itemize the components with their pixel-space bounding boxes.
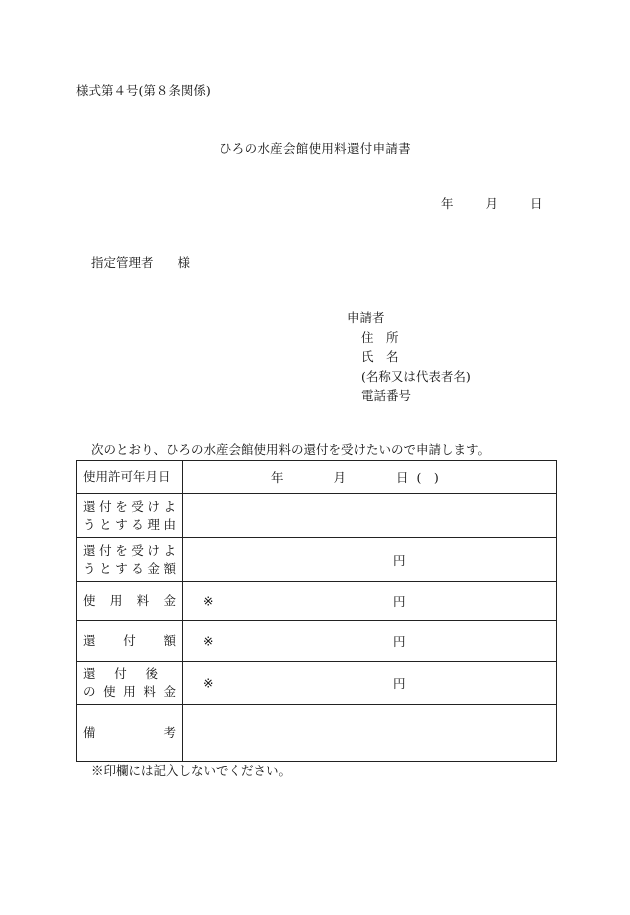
intro-statement: 次のとおり、ひろの水産会館使用料の還付を受けたいので申請します。 (91, 442, 491, 457)
fee-after-refund-field (183, 662, 557, 705)
yen-unit: 円 (393, 676, 406, 691)
permit-weekday-paren: ( ) (416, 470, 439, 485)
table-row (77, 538, 557, 582)
table-row (77, 705, 557, 762)
date-year-unit: 年 (441, 196, 454, 211)
permit-day-unit: 日 (396, 470, 409, 485)
applicant-name-label: 氏 名 (361, 349, 399, 364)
label-line: 使 用 料 金 (83, 593, 176, 608)
office-use-mark: ※ (203, 675, 214, 691)
label-line: 還 付 額 (83, 633, 176, 648)
table-row (77, 494, 557, 538)
label-line: 還 付 を 受 け よ (83, 498, 176, 514)
yen-unit: 円 (393, 594, 406, 609)
yen-unit: 円 (393, 634, 406, 649)
footnote: ※印欄には記入しないでください。 (91, 763, 292, 778)
row-label-refund-reason (77, 494, 183, 538)
label-line: の 使 用 料 金 (83, 684, 176, 699)
office-use-mark: ※ (203, 593, 214, 609)
applicant-address-label: 住 所 (361, 329, 399, 345)
form-title: ひろの水産会館使用料還付申請書 (218, 141, 411, 156)
date-day-unit: 日 (530, 196, 543, 211)
refund-total-field (183, 621, 557, 662)
row-label-fee-after-refund (77, 662, 183, 705)
row-label-usage-fee (77, 582, 183, 621)
table-row (77, 621, 557, 662)
table-row (77, 461, 557, 494)
label-line: う と す る 金 額 (83, 560, 176, 576)
refund-form-table (76, 460, 557, 762)
label-line: う と す る 理 由 (83, 516, 176, 532)
yen-unit: 円 (393, 552, 406, 568)
applicant-block (347, 312, 471, 410)
applicant-heading: 申請者 (347, 310, 385, 325)
permit-date-field[interactable] (183, 461, 557, 494)
addressee-name: 指定管理者 (91, 255, 154, 270)
refund-reason-field[interactable] (183, 494, 557, 538)
label-line: 還 付 を 受 け よ (83, 542, 176, 558)
table-row (77, 662, 557, 705)
applicant-phone-label: 電話番号 (361, 388, 412, 403)
label-line: 還 付 後 (83, 666, 158, 681)
application-date (441, 198, 543, 211)
permit-year-unit: 年 (271, 470, 284, 485)
date-month-unit: 月 (485, 196, 499, 211)
permit-date-parts (271, 468, 439, 486)
applicant-name-note: (名称又は代表者名) (361, 368, 471, 384)
refund-amount-field[interactable] (183, 538, 557, 582)
usage-fee-field (183, 582, 557, 621)
office-use-mark: ※ (203, 633, 214, 649)
row-label-refund-total (77, 621, 183, 662)
remarks-field[interactable] (183, 705, 557, 762)
form-number: 様式第４号(第８条関係) (76, 83, 211, 98)
addressee-honorific: 様 (177, 255, 191, 270)
row-label-refund-amount (77, 538, 183, 582)
row-label-remarks (77, 705, 183, 762)
label-line: 使用許可年月日 (83, 469, 171, 484)
permit-month-unit: 月 (333, 470, 347, 485)
table-row (77, 582, 557, 621)
label-line: 備 考 (83, 725, 176, 740)
row-label-permit-date (77, 461, 183, 494)
addressee (91, 257, 190, 270)
